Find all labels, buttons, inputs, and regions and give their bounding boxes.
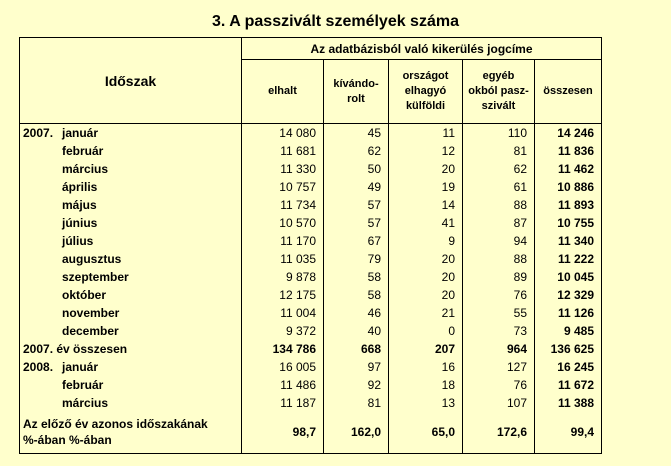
month-label: január: [62, 125, 99, 140]
table-cell: 62: [324, 142, 389, 160]
month-label: november: [62, 305, 120, 320]
month-label: február: [62, 143, 104, 158]
table-cell: 92: [324, 376, 389, 394]
comparison-label: %-ában %-ában: [23, 433, 112, 448]
table-cell: 134 786: [242, 340, 324, 358]
table-cell: 11 388: [535, 394, 602, 412]
table-row: [20, 178, 602, 196]
table-cell: 14: [389, 196, 463, 214]
period-header: Időszak: [20, 38, 242, 124]
table-cell: 11 170: [242, 232, 324, 250]
year-label: 2008.: [23, 359, 54, 374]
row-label: [20, 304, 242, 322]
row-label: [20, 250, 242, 268]
table-cell: 58: [324, 286, 389, 304]
table-cell: 87: [463, 214, 535, 232]
month-label: június: [62, 215, 98, 230]
table-cell: 107: [463, 394, 535, 412]
table-cell: 55: [463, 304, 535, 322]
table-row: [20, 124, 602, 142]
column-header: [463, 60, 535, 124]
table-cell: 21: [389, 304, 463, 322]
table-cell: 10 570: [242, 214, 324, 232]
table-cell: 19: [389, 178, 463, 196]
table-cell: 11 486: [242, 376, 324, 394]
table-cell: 65,0: [389, 412, 463, 454]
column-header: [535, 60, 602, 124]
table-row: [20, 376, 602, 394]
table-cell: 14 246: [535, 124, 602, 142]
month-label: július: [62, 233, 94, 248]
comparison-row: [20, 412, 602, 454]
table-cell: 79: [324, 250, 389, 268]
table-cell: 668: [324, 340, 389, 358]
row-label: [20, 268, 242, 286]
table-row: [20, 268, 602, 286]
table-cell: 172,6: [463, 412, 535, 454]
table-cell: 88: [463, 196, 535, 214]
total-row: [20, 340, 602, 358]
row-label: [20, 214, 242, 232]
year-label: 2007.: [23, 125, 54, 140]
table-cell: 20: [389, 286, 463, 304]
table-cell: 98,7: [242, 412, 324, 454]
table-cell: 13: [389, 394, 463, 412]
column-header-line: okból pasz-: [468, 85, 529, 97]
column-header-line: országot: [402, 70, 449, 82]
month-label: március: [62, 161, 109, 176]
table-cell: 99,4: [535, 412, 602, 454]
table-cell: 16 245: [535, 358, 602, 376]
table-cell: 11 340: [535, 232, 602, 250]
table-cell: 20: [389, 160, 463, 178]
table-cell: 41: [389, 214, 463, 232]
table-cell: 11 734: [242, 196, 324, 214]
table-cell: 10 045: [535, 268, 602, 286]
table-cell: 40: [324, 322, 389, 340]
table-cell: 45: [324, 124, 389, 142]
table-cell: 50: [324, 160, 389, 178]
row-label: [20, 178, 242, 196]
table-row: [20, 250, 602, 268]
table-cell: 20: [389, 268, 463, 286]
table-row: [20, 394, 602, 412]
group-header: Az adatbázisból való kikerülés jogcíme: [242, 38, 602, 60]
month-label: szeptember: [62, 269, 129, 284]
column-header-line: rolt: [347, 92, 365, 105]
table-row: [20, 142, 602, 160]
table-cell: 11 893: [535, 196, 602, 214]
table-cell: 12: [389, 142, 463, 160]
month-label: augusztus: [62, 251, 122, 266]
row-label: [20, 160, 242, 178]
table-cell: 94: [463, 232, 535, 250]
month-label: április: [62, 179, 98, 194]
table-cell: 11 222: [535, 250, 602, 268]
table-cell: 9 485: [535, 322, 602, 340]
row-label: [20, 358, 242, 376]
table-cell: 57: [324, 196, 389, 214]
table-cell: 81: [324, 394, 389, 412]
table-cell: 14 080: [242, 124, 324, 142]
table-cell: 73: [463, 322, 535, 340]
table-cell: 10 886: [535, 178, 602, 196]
row-label: [20, 376, 242, 394]
table-row: [20, 286, 602, 304]
column-header: [324, 60, 389, 124]
table-cell: 127: [463, 358, 535, 376]
table-cell: 20: [389, 250, 463, 268]
table-cell: 11 035: [242, 250, 324, 268]
table-cell: 76: [463, 286, 535, 304]
month-label: február: [62, 377, 104, 392]
table-cell: 16: [389, 358, 463, 376]
column-header-line: elhalt: [268, 85, 297, 97]
column-header-line: külföldi: [405, 100, 446, 112]
column-header: [242, 60, 324, 124]
row-label: [20, 142, 242, 160]
month-label: december: [62, 323, 119, 338]
table-cell: 88: [463, 250, 535, 268]
table-cell: 11 836: [535, 142, 602, 160]
column-header-line: elhagyó: [404, 85, 447, 97]
table-cell: 10 757: [242, 178, 324, 196]
page-title: 3. A passzivált személyek száma: [212, 13, 459, 30]
table-cell: 11 330: [242, 160, 324, 178]
table-cell: 61: [463, 178, 535, 196]
table-cell: 11: [389, 124, 463, 142]
row-label: [20, 196, 242, 214]
table-row: [20, 304, 602, 322]
column-header-line: egyéb: [482, 70, 515, 82]
table-row: [20, 160, 602, 178]
month-label: október: [62, 287, 107, 302]
table-cell: 136 625: [535, 340, 602, 358]
table-cell: 11 187: [242, 394, 324, 412]
row-label: [20, 340, 242, 358]
table-row: [20, 196, 602, 214]
table-cell: 207: [389, 340, 463, 358]
row-label: [20, 394, 242, 412]
table-cell: 89: [463, 268, 535, 286]
table-cell: 11 126: [535, 304, 602, 322]
row-label: [20, 232, 242, 250]
month-label: május: [62, 197, 97, 212]
table-cell: 110: [463, 124, 535, 142]
table-cell: 9 372: [242, 322, 324, 340]
table-cell: 162,0: [324, 412, 389, 454]
table-cell: 57: [324, 214, 389, 232]
table-cell: 0: [389, 322, 463, 340]
row-label: [20, 412, 242, 454]
table-row: [20, 214, 602, 232]
row-label: [20, 124, 242, 142]
column-header-line: összesen: [543, 85, 593, 97]
table-cell: 11 004: [242, 304, 324, 322]
table-cell: 11 672: [535, 376, 602, 394]
data-table: [19, 37, 602, 454]
column-header-line: szivált: [481, 100, 516, 112]
table-cell: 76: [463, 376, 535, 394]
row-label: [20, 286, 242, 304]
table-cell: 964: [463, 340, 535, 358]
table-cell: 9: [389, 232, 463, 250]
table-cell: 81: [463, 142, 535, 160]
month-label: március: [62, 395, 109, 410]
table-cell: 67: [324, 232, 389, 250]
row-label: [20, 322, 242, 340]
table-cell: 16 005: [242, 358, 324, 376]
table-row: [20, 322, 602, 340]
comparison-label: Az előző év azonos időszakának: [23, 417, 208, 432]
table-cell: 46: [324, 304, 389, 322]
table-cell: 12 329: [535, 286, 602, 304]
month-label: január: [62, 359, 99, 374]
table-cell: 62: [463, 160, 535, 178]
table-cell: 97: [324, 358, 389, 376]
column-header-line: kívándo-: [333, 77, 379, 90]
table-row: [20, 232, 602, 250]
table-cell: 58: [324, 268, 389, 286]
table-cell: 11 462: [535, 160, 602, 178]
table-row: [20, 358, 602, 376]
table-cell: 18: [389, 376, 463, 394]
total-label: 2007. év összesen: [23, 341, 128, 356]
table-cell: 49: [324, 178, 389, 196]
table-cell: 12 175: [242, 286, 324, 304]
table-cell: 9 878: [242, 268, 324, 286]
table-cell: 10 755: [535, 214, 602, 232]
column-header: [389, 60, 463, 124]
table-cell: 11 681: [242, 142, 324, 160]
